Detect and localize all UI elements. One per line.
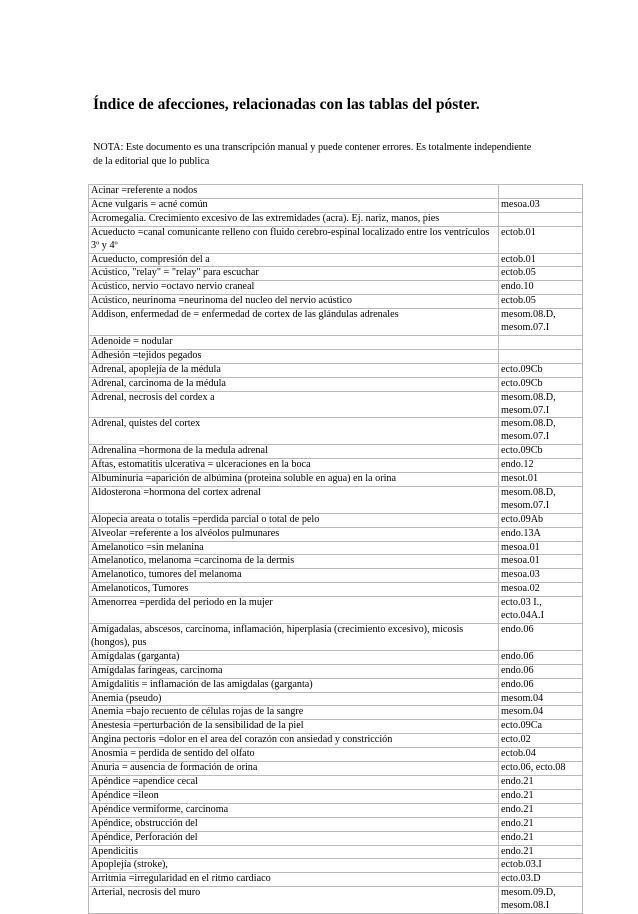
condition-term-cell: Apéndice vermiforme, carcinoma xyxy=(89,803,499,817)
poster-reference-cell: ecto.09Ab xyxy=(499,513,583,527)
condition-term-cell: Arterial, necrosis del muro xyxy=(89,887,499,914)
table-row xyxy=(89,363,583,377)
poster-reference-cell: mesoa.03 xyxy=(499,198,583,212)
table-row xyxy=(89,762,583,776)
poster-reference-cell: endo.21 xyxy=(499,831,583,845)
condition-term-cell: Adrenal, quistes del cortex xyxy=(89,418,499,445)
table-row xyxy=(89,720,583,734)
poster-reference-cell: mesom.08.D, mesom.07.I xyxy=(499,309,583,336)
poster-reference-cell: endo.13A xyxy=(499,527,583,541)
table-row xyxy=(89,664,583,678)
condition-term-cell: Acinar =referente a nodos xyxy=(89,185,499,199)
condition-term-cell: Acueducto, compresión del a xyxy=(89,253,499,267)
poster-reference-cell xyxy=(499,335,583,349)
condition-term-cell: Acromegalia. Crecimiento excesivo de las extremidades (acra). Ej. nariz, manos, pies xyxy=(89,212,499,226)
poster-reference-cell: ecto.03.D xyxy=(499,873,583,887)
poster-reference-cell: ecto.09Cb xyxy=(499,445,583,459)
condition-term-cell: Albuminuria =aparición de albúmina (proteina soluble en agua) en la orina xyxy=(89,473,499,487)
table-row xyxy=(89,650,583,664)
poster-reference-cell: endo.21 xyxy=(499,817,583,831)
condition-term-cell: Adhesión =tejidos pegados xyxy=(89,349,499,363)
poster-reference-cell: mesoa.01 xyxy=(499,555,583,569)
condition-term-cell: Adrenalina =hormona de la medula adrenal xyxy=(89,445,499,459)
condition-term-cell: Apéndice =apendice cecal xyxy=(89,775,499,789)
condition-term-cell: Amelanotico, tumores del melanoma xyxy=(89,569,499,583)
document-title: Índice de afecciones, relacionadas con las tablas del póster. xyxy=(93,96,480,113)
table-row xyxy=(89,445,583,459)
condition-term-cell: Alopecia areata o totalis =perdida parcial o total de pelo xyxy=(89,513,499,527)
poster-reference-cell xyxy=(499,185,583,199)
table-row xyxy=(89,734,583,748)
condition-term-cell: Alveolar =referente a los alvéolos pulmunares xyxy=(89,527,499,541)
table-row xyxy=(89,859,583,873)
condition-term-cell: Anemia (pseudo) xyxy=(89,692,499,706)
table-row xyxy=(89,198,583,212)
condition-term-cell: Acústico, nervio =octavo nervio craneal xyxy=(89,281,499,295)
table-row xyxy=(89,473,583,487)
poster-reference-cell: ecto.09Ca xyxy=(499,720,583,734)
table-row xyxy=(89,803,583,817)
table-row xyxy=(89,789,583,803)
condition-term-cell: Amigdalitis = inflamación de las amigdalas (garganta) xyxy=(89,678,499,692)
condition-term-cell: Amígdalas faríngeas, carcinoma xyxy=(89,664,499,678)
table-row xyxy=(89,597,583,624)
poster-reference-cell: mesom.08.D, mesom.07.I xyxy=(499,486,583,513)
table-row xyxy=(89,226,583,253)
condition-term-cell: Addison, enfermedad de = enfermedad de cortex de las glándulas adrenales xyxy=(89,309,499,336)
condition-term-cell: Acne vulgaris = acné común xyxy=(89,198,499,212)
table-row xyxy=(89,335,583,349)
poster-reference-cell: endo.10 xyxy=(499,281,583,295)
table-row xyxy=(89,555,583,569)
poster-reference-cell: endo.06 xyxy=(499,664,583,678)
poster-reference-cell: endo.06 xyxy=(499,678,583,692)
table-row xyxy=(89,212,583,226)
table-row xyxy=(89,309,583,336)
condition-term-cell: Apendicitis xyxy=(89,845,499,859)
table-row xyxy=(89,706,583,720)
table-row xyxy=(89,418,583,445)
table-row xyxy=(89,513,583,527)
table-row xyxy=(89,775,583,789)
poster-reference-cell: ecto.09Cb xyxy=(499,377,583,391)
poster-reference-cell: mesom.04 xyxy=(499,706,583,720)
table-row xyxy=(89,295,583,309)
poster-reference-cell: ectob.03.I xyxy=(499,859,583,873)
condition-term-cell: Anosmia = perdida de sentido del olfato xyxy=(89,748,499,762)
index-table-body xyxy=(89,185,583,914)
condition-term-cell: Adrenal, necrosis del cordex a xyxy=(89,391,499,418)
table-row xyxy=(89,678,583,692)
condition-term-cell: Aldosterona =hormona del cortex adrenal xyxy=(89,486,499,513)
table-row xyxy=(89,873,583,887)
conditions-index-table xyxy=(88,184,583,914)
table-row xyxy=(89,831,583,845)
condition-term-cell: Apéndice, obstrucción del xyxy=(89,817,499,831)
table-row xyxy=(89,692,583,706)
condition-term-cell: Anemia =bajo recuento de células rojas de la sangre xyxy=(89,706,499,720)
poster-reference-cell: endo.06 xyxy=(499,650,583,664)
table-row xyxy=(89,349,583,363)
condition-term-cell: Apéndice =ileon xyxy=(89,789,499,803)
table-row xyxy=(89,527,583,541)
table-row xyxy=(89,486,583,513)
condition-term-cell: Amelanotico =sin melanina xyxy=(89,541,499,555)
table-row xyxy=(89,569,583,583)
table-row xyxy=(89,377,583,391)
poster-reference-cell: ecto.09Cb xyxy=(499,363,583,377)
poster-reference-cell: ectob.05 xyxy=(499,295,583,309)
condition-term-cell: Anestesia =perturbación de la sensibilidad de la piel xyxy=(89,720,499,734)
table-row xyxy=(89,541,583,555)
poster-reference-cell: endo.21 xyxy=(499,775,583,789)
condition-term-cell: Adrenal, apoplejía de la médula xyxy=(89,363,499,377)
poster-reference-cell: endo.21 xyxy=(499,845,583,859)
poster-reference-cell: mesom.08.D, mesom.07.I xyxy=(499,391,583,418)
poster-reference-cell: ecto.06, ecto.08 xyxy=(499,762,583,776)
poster-reference-cell: ectob.05 xyxy=(499,267,583,281)
table-row xyxy=(89,624,583,651)
condition-term-cell: Acústico, "relay" = "relay" para escuchar xyxy=(89,267,499,281)
poster-reference-cell: mesom.08.D, mesom.07.I xyxy=(499,418,583,445)
poster-reference-cell: mesom.09.D, mesom.08.I xyxy=(499,887,583,914)
poster-reference-cell: ectob.01 xyxy=(499,253,583,267)
poster-reference-cell: ecto.03 I., ecto.04A.I xyxy=(499,597,583,624)
condition-term-cell: Acueducto =canal comunicante relleno con fluido cerebro-espinal localizado entre los ventrículos 3º y 4º xyxy=(89,226,499,253)
poster-reference-cell: ectob.04 xyxy=(499,748,583,762)
poster-reference-cell: endo.21 xyxy=(499,789,583,803)
poster-reference-cell: ectob.01 xyxy=(499,226,583,253)
table-row xyxy=(89,267,583,281)
condition-term-cell: Apoplejía (stroke), xyxy=(89,859,499,873)
poster-reference-cell xyxy=(499,212,583,226)
poster-reference-cell: endo.12 xyxy=(499,459,583,473)
poster-reference-cell: endo.21 xyxy=(499,803,583,817)
condition-term-cell: Amígadalas, abscesos, carcinoma, inflamación, hiperplasia (crecimiento excesivo), micosis (hongos), pus xyxy=(89,624,499,651)
table-row xyxy=(89,459,583,473)
condition-term-cell: Adenoide = nodular xyxy=(89,335,499,349)
poster-reference-cell: mesom.04 xyxy=(499,692,583,706)
table-row xyxy=(89,748,583,762)
disclaimer-note: NOTA: Este documento es una transcripción manual y puede contener errores. Es totalmente independiente de la editorial que lo publica xyxy=(93,142,532,167)
condition-term-cell: Acústico, neurinoma =neurinoma del nucleo del nervio acústico xyxy=(89,295,499,309)
table-row xyxy=(89,817,583,831)
condition-term-cell: Angina pectoris =dolor en el area del corazón con ansiedad y constricción xyxy=(89,734,499,748)
table-row xyxy=(89,887,583,914)
poster-reference-cell: mesoa.01 xyxy=(499,541,583,555)
condition-term-cell: Amelanotico, melanoma =carcinoma de la dermis xyxy=(89,555,499,569)
condition-term-cell: Anuria = ausencia de formación de orina xyxy=(89,762,499,776)
condition-term-cell: Arritmia =irregularidad en el ritmo cardiaco xyxy=(89,873,499,887)
condition-term-cell: Amelanoticos, Tumores xyxy=(89,583,499,597)
condition-term-cell: Apéndice, Perforación del xyxy=(89,831,499,845)
poster-reference-cell: mesoa.02 xyxy=(499,583,583,597)
condition-term-cell: Aftas, estomatitis ulcerativa = ulceraciones en la boca xyxy=(89,459,499,473)
poster-reference-cell: endo.06 xyxy=(499,624,583,651)
table-row xyxy=(89,583,583,597)
condition-term-cell: Amenorrea =perdida del periodo en la mujer xyxy=(89,597,499,624)
table-row xyxy=(89,281,583,295)
condition-term-cell: Amígdalas (garganta) xyxy=(89,650,499,664)
table-row xyxy=(89,185,583,199)
poster-reference-cell xyxy=(499,349,583,363)
table-row xyxy=(89,253,583,267)
table-row xyxy=(89,391,583,418)
condition-term-cell: Adrenal, carcinoma de la médula xyxy=(89,377,499,391)
table-row xyxy=(89,845,583,859)
poster-reference-cell: mesoa.03 xyxy=(499,569,583,583)
poster-reference-cell: mesot.01 xyxy=(499,473,583,487)
poster-reference-cell: ecto.02 xyxy=(499,734,583,748)
